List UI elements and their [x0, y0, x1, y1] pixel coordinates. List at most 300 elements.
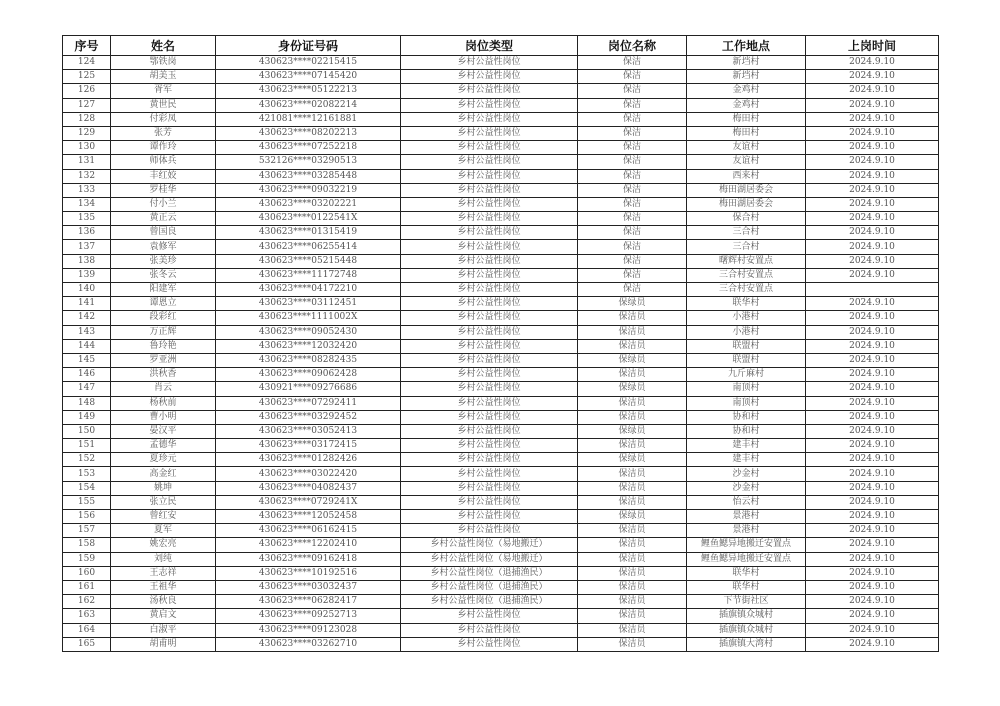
- cell-start-date: 2024.9.10: [806, 226, 939, 240]
- cell-name: 曾红安: [111, 510, 216, 524]
- table-row: [63, 98, 939, 112]
- cell-start-date: 2024.9.10: [806, 254, 939, 268]
- cell-name: 胡甫明: [111, 637, 216, 651]
- cell-id-number: 430623****03202221: [216, 197, 401, 211]
- cell-post-name: 保洁: [578, 56, 687, 70]
- cell-id-number: 430623****05122213: [216, 84, 401, 98]
- cell-start-date: 2024.9.10: [806, 467, 939, 481]
- cell-work-location: 联盟村: [687, 339, 806, 353]
- cell-name: 鄂铁岗: [111, 56, 216, 70]
- cell-post-name: 保绿员: [578, 297, 687, 311]
- table-row: [63, 580, 939, 594]
- table-row: [63, 623, 939, 637]
- cell-name: 张美珍: [111, 254, 216, 268]
- cell-id-number: 430623****06282417: [216, 595, 401, 609]
- cell-post-name: 保洁: [578, 70, 687, 84]
- cell-work-location: 南顶村: [687, 382, 806, 396]
- cell-work-location: 联华村: [687, 297, 806, 311]
- cell-post-type: 乡村公益性岗位: [401, 268, 578, 282]
- cell-id-number: 430623****02082214: [216, 98, 401, 112]
- cell-seq: 165: [63, 637, 111, 651]
- cell-post-name: 保洁员: [578, 325, 687, 339]
- cell-start-date: 2024.9.10: [806, 481, 939, 495]
- cell-seq: 140: [63, 283, 111, 297]
- cell-post-type: 乡村公益性岗位: [401, 609, 578, 623]
- cell-post-name: 保洁员: [578, 410, 687, 424]
- cell-post-name: 保绿员: [578, 453, 687, 467]
- cell-start-date: 2024.9.10: [806, 453, 939, 467]
- table-row: [63, 240, 939, 254]
- table-row: [63, 495, 939, 509]
- cell-start-date: [806, 283, 939, 297]
- cell-seq: 137: [63, 240, 111, 254]
- cell-seq: 155: [63, 495, 111, 509]
- cell-post-name: 保洁: [578, 283, 687, 297]
- cell-work-location: 鲤鱼鳃异地搬迁安置点: [687, 538, 806, 552]
- cell-id-number: 430623****03172415: [216, 439, 401, 453]
- cell-start-date: 2024.9.10: [806, 268, 939, 282]
- table-row: [63, 56, 939, 70]
- cell-post-type: 乡村公益性岗位: [401, 240, 578, 254]
- cell-work-location: 三合村安置点: [687, 268, 806, 282]
- cell-start-date: 2024.9.10: [806, 84, 939, 98]
- cell-work-location: 金鸡村: [687, 98, 806, 112]
- cell-name: 黄正云: [111, 212, 216, 226]
- cell-id-number: 430623****03285448: [216, 169, 401, 183]
- cell-id-number: 430623****03022420: [216, 467, 401, 481]
- table-row: [63, 524, 939, 538]
- cell-post-name: 保洁员: [578, 396, 687, 410]
- table-row: [63, 84, 939, 98]
- table-row: [63, 254, 939, 268]
- cell-id-number: 430623****08202213: [216, 126, 401, 140]
- cell-post-type: 乡村公益性岗位: [401, 98, 578, 112]
- cell-seq: 146: [63, 368, 111, 382]
- table-row: [63, 538, 939, 552]
- cell-post-type: 乡村公益性岗位（易地搬迁）: [401, 552, 578, 566]
- cell-post-name: 保洁员: [578, 524, 687, 538]
- cell-start-date: 2024.9.10: [806, 126, 939, 140]
- cell-post-type: 乡村公益性岗位: [401, 396, 578, 410]
- cell-name: 王志祥: [111, 566, 216, 580]
- table-row: [63, 453, 939, 467]
- cell-id-number: 430623****04082437: [216, 481, 401, 495]
- cell-start-date: 2024.9.10: [806, 141, 939, 155]
- cell-work-location: 保合村: [687, 212, 806, 226]
- cell-work-location: 沙金村: [687, 467, 806, 481]
- cell-name: 段彩红: [111, 311, 216, 325]
- cell-work-location: 三合村安置点: [687, 283, 806, 297]
- cell-start-date: 2024.9.10: [806, 183, 939, 197]
- cell-id-number: 430623****12032420: [216, 339, 401, 353]
- cell-post-type: 乡村公益性岗位: [401, 155, 578, 169]
- cell-post-name: 保洁员: [578, 580, 687, 594]
- cell-seq: 157: [63, 524, 111, 538]
- cell-name: 付彩凤: [111, 112, 216, 126]
- cell-start-date: 2024.9.10: [806, 155, 939, 169]
- personnel-table: [62, 35, 939, 652]
- cell-work-location: 梅田村: [687, 126, 806, 140]
- cell-work-location: 协和村: [687, 410, 806, 424]
- cell-post-name: 保洁: [578, 98, 687, 112]
- cell-seq: 148: [63, 396, 111, 410]
- cell-work-location: 联华村: [687, 580, 806, 594]
- header-row: [63, 36, 939, 56]
- cell-post-type: 乡村公益性岗位: [401, 141, 578, 155]
- cell-post-name: 保绿员: [578, 353, 687, 367]
- cell-start-date: 2024.9.10: [806, 524, 939, 538]
- cell-start-date: 2024.9.10: [806, 637, 939, 651]
- cell-name: 付小兰: [111, 197, 216, 211]
- cell-post-type: 乡村公益性岗位: [401, 453, 578, 467]
- cell-post-name: 保洁: [578, 197, 687, 211]
- cell-work-location: 景港村: [687, 524, 806, 538]
- cell-post-name: 保绿员: [578, 382, 687, 396]
- cell-name: 谭作玲: [111, 141, 216, 155]
- cell-name: 孟德华: [111, 439, 216, 453]
- cell-name: 万正辉: [111, 325, 216, 339]
- cell-name: 胥军: [111, 84, 216, 98]
- cell-start-date: 2024.9.10: [806, 197, 939, 211]
- cell-start-date: 2024.9.10: [806, 609, 939, 623]
- cell-post-name: 保洁员: [578, 481, 687, 495]
- cell-seq: 125: [63, 70, 111, 84]
- cell-seq: 135: [63, 212, 111, 226]
- cell-work-location: 插旗镇众城村: [687, 623, 806, 637]
- cell-id-number: 430921****09276686: [216, 382, 401, 396]
- cell-start-date: 2024.9.10: [806, 396, 939, 410]
- cell-work-location: 西来村: [687, 169, 806, 183]
- cell-post-type: 乡村公益性岗位: [401, 495, 578, 509]
- cell-work-location: 新垱村: [687, 70, 806, 84]
- column-header-post-name: 岗位名称: [578, 36, 687, 56]
- cell-post-name: 保洁员: [578, 538, 687, 552]
- cell-name: 黄世民: [111, 98, 216, 112]
- cell-start-date: 2024.9.10: [806, 580, 939, 594]
- cell-start-date: 2024.9.10: [806, 368, 939, 382]
- cell-seq: 143: [63, 325, 111, 339]
- cell-name: 夏珍元: [111, 453, 216, 467]
- cell-id-number: 430623****03052413: [216, 424, 401, 438]
- cell-id-number: 430623****09123028: [216, 623, 401, 637]
- cell-post-type: 乡村公益性岗位: [401, 623, 578, 637]
- cell-post-name: 保洁员: [578, 552, 687, 566]
- cell-id-number: 430623****09052430: [216, 325, 401, 339]
- cell-start-date: 2024.9.10: [806, 424, 939, 438]
- column-header-id-number: 身份证号码: [216, 36, 401, 56]
- cell-id-number: 430623****12202410: [216, 538, 401, 552]
- cell-post-name: 保洁: [578, 155, 687, 169]
- cell-post-type: 乡村公益性岗位: [401, 254, 578, 268]
- column-header-start-date: 上岗时间: [806, 36, 939, 56]
- cell-work-location: 小港村: [687, 325, 806, 339]
- cell-name: 肖云: [111, 382, 216, 396]
- cell-name: 师体兵: [111, 155, 216, 169]
- table-row: [63, 510, 939, 524]
- cell-id-number: 430623****09032219: [216, 183, 401, 197]
- cell-start-date: 2024.9.10: [806, 382, 939, 396]
- cell-id-number: 430623****04172210: [216, 283, 401, 297]
- cell-id-number: 430623****03292452: [216, 410, 401, 424]
- cell-post-type: 乡村公益性岗位: [401, 183, 578, 197]
- cell-work-location: 怡云村: [687, 495, 806, 509]
- cell-start-date: 2024.9.10: [806, 325, 939, 339]
- cell-start-date: 2024.9.10: [806, 595, 939, 609]
- cell-name: 洪秋香: [111, 368, 216, 382]
- cell-post-name: 保洁: [578, 112, 687, 126]
- cell-name: 罗桂华: [111, 183, 216, 197]
- cell-post-name: 保洁: [578, 183, 687, 197]
- cell-seq: 129: [63, 126, 111, 140]
- cell-post-name: 保洁员: [578, 566, 687, 580]
- cell-work-location: 沙金村: [687, 481, 806, 495]
- cell-start-date: 2024.9.10: [806, 297, 939, 311]
- cell-name: 曾国良: [111, 226, 216, 240]
- table-row: [63, 183, 939, 197]
- cell-seq: 160: [63, 566, 111, 580]
- cell-work-location: 曙辉村安置点: [687, 254, 806, 268]
- cell-work-location: 鲤鱼鳃异地搬迁安置点: [687, 552, 806, 566]
- table-row: [63, 155, 939, 169]
- cell-id-number: 430623****1111002X: [216, 311, 401, 325]
- table-row: [63, 353, 939, 367]
- table-row: [63, 339, 939, 353]
- cell-post-type: 乡村公益性岗位: [401, 325, 578, 339]
- cell-post-name: 保洁: [578, 226, 687, 240]
- table-row: [63, 311, 939, 325]
- cell-post-type: 乡村公益性岗位（易地搬迁）: [401, 538, 578, 552]
- table-row: [63, 481, 939, 495]
- cell-post-type: 乡村公益性岗位: [401, 212, 578, 226]
- cell-seq: 136: [63, 226, 111, 240]
- cell-seq: 149: [63, 410, 111, 424]
- cell-seq: 142: [63, 311, 111, 325]
- cell-id-number: 430623****0729241X: [216, 495, 401, 509]
- cell-name: 丰红姣: [111, 169, 216, 183]
- cell-post-type: 乡村公益性岗位: [401, 283, 578, 297]
- cell-post-type: 乡村公益性岗位: [401, 311, 578, 325]
- column-header-post-type: 岗位类型: [401, 36, 578, 56]
- cell-id-number: 430623****01282426: [216, 453, 401, 467]
- cell-post-name: 保绿员: [578, 510, 687, 524]
- cell-name: 张冬云: [111, 268, 216, 282]
- cell-id-number: 430623****06162415: [216, 524, 401, 538]
- cell-start-date: 2024.9.10: [806, 112, 939, 126]
- cell-post-type: 乡村公益性岗位: [401, 70, 578, 84]
- table-row: [63, 126, 939, 140]
- cell-name: 黄启文: [111, 609, 216, 623]
- table-row: [63, 424, 939, 438]
- table-row: [63, 169, 939, 183]
- cell-id-number: 430623****09252713: [216, 609, 401, 623]
- cell-seq: 164: [63, 623, 111, 637]
- cell-id-number: 430623****10192516: [216, 566, 401, 580]
- cell-post-type: 乡村公益性岗位: [401, 410, 578, 424]
- cell-seq: 133: [63, 183, 111, 197]
- cell-post-name: 保洁: [578, 169, 687, 183]
- cell-post-name: 保洁: [578, 240, 687, 254]
- table-row: [63, 197, 939, 211]
- cell-post-name: 保洁员: [578, 339, 687, 353]
- table-row: [63, 595, 939, 609]
- cell-start-date: 2024.9.10: [806, 353, 939, 367]
- cell-name: 袁修军: [111, 240, 216, 254]
- cell-id-number: 532126****03290513: [216, 155, 401, 169]
- cell-post-type: 乡村公益性岗位: [401, 226, 578, 240]
- table-row: [63, 268, 939, 282]
- cell-id-number: 430623****11172748: [216, 268, 401, 282]
- cell-post-type: 乡村公益性岗位: [401, 84, 578, 98]
- cell-seq: 134: [63, 197, 111, 211]
- table-row: [63, 609, 939, 623]
- cell-post-type: 乡村公益性岗位: [401, 126, 578, 140]
- cell-seq: 156: [63, 510, 111, 524]
- cell-id-number: 430623****07145420: [216, 70, 401, 84]
- cell-post-name: 保洁: [578, 84, 687, 98]
- table-row: [63, 70, 939, 84]
- table-row: [63, 368, 939, 382]
- cell-post-type: 乡村公益性岗位: [401, 467, 578, 481]
- cell-work-location: 梅田湖居委会: [687, 197, 806, 211]
- cell-start-date: 2024.9.10: [806, 70, 939, 84]
- table-row: [63, 566, 939, 580]
- cell-seq: 163: [63, 609, 111, 623]
- cell-work-location: 友谊村: [687, 155, 806, 169]
- cell-name: 阳建军: [111, 283, 216, 297]
- cell-post-name: 保洁员: [578, 439, 687, 453]
- cell-seq: 131: [63, 155, 111, 169]
- cell-name: 曹小明: [111, 410, 216, 424]
- cell-start-date: 2024.9.10: [806, 566, 939, 580]
- cell-id-number: 430623****07292411: [216, 396, 401, 410]
- cell-name: 杨秋前: [111, 396, 216, 410]
- cell-id-number: 421081****12161881: [216, 112, 401, 126]
- cell-name: 鲁玲艳: [111, 339, 216, 353]
- cell-id-number: 430623****0122541X: [216, 212, 401, 226]
- cell-post-name: 保洁: [578, 268, 687, 282]
- cell-work-location: 南顶村: [687, 396, 806, 410]
- cell-start-date: 2024.9.10: [806, 510, 939, 524]
- cell-post-type: 乡村公益性岗位: [401, 424, 578, 438]
- cell-name: 刘纯: [111, 552, 216, 566]
- cell-post-type: 乡村公益性岗位: [401, 169, 578, 183]
- cell-start-date: 2024.9.10: [806, 98, 939, 112]
- cell-work-location: 插旗镇众城村: [687, 609, 806, 623]
- table-row: [63, 141, 939, 155]
- cell-name: 张芳: [111, 126, 216, 140]
- cell-name: 张立民: [111, 495, 216, 509]
- cell-work-location: 联盟村: [687, 353, 806, 367]
- cell-name: 罗亚洲: [111, 353, 216, 367]
- cell-work-location: 景港村: [687, 510, 806, 524]
- cell-work-location: 建丰村: [687, 439, 806, 453]
- cell-post-name: 保洁: [578, 126, 687, 140]
- cell-id-number: 430623****03112451: [216, 297, 401, 311]
- cell-name: 姚坤: [111, 481, 216, 495]
- cell-post-type: 乡村公益性岗位: [401, 382, 578, 396]
- cell-work-location: 插旗镇大湾村: [687, 637, 806, 651]
- cell-seq: 124: [63, 56, 111, 70]
- cell-name: 谭恩立: [111, 297, 216, 311]
- cell-name: 王祖华: [111, 580, 216, 594]
- cell-post-name: 保洁员: [578, 368, 687, 382]
- table-row: [63, 396, 939, 410]
- cell-name: 高金红: [111, 467, 216, 481]
- cell-seq: 152: [63, 453, 111, 467]
- cell-work-location: 建丰村: [687, 453, 806, 467]
- cell-post-type: 乡村公益性岗位: [401, 481, 578, 495]
- cell-name: 汤秋良: [111, 595, 216, 609]
- cell-seq: 130: [63, 141, 111, 155]
- table-row: [63, 112, 939, 126]
- cell-seq: 145: [63, 353, 111, 367]
- cell-work-location: 协和村: [687, 424, 806, 438]
- cell-name: 姚宏亮: [111, 538, 216, 552]
- table-row: [63, 325, 939, 339]
- cell-post-type: 乡村公益性岗位: [401, 353, 578, 367]
- cell-start-date: 2024.9.10: [806, 311, 939, 325]
- cell-id-number: 430623****03262710: [216, 637, 401, 651]
- cell-id-number: 430623****08282435: [216, 353, 401, 367]
- cell-start-date: 2024.9.10: [806, 552, 939, 566]
- cell-seq: 159: [63, 552, 111, 566]
- cell-post-type: 乡村公益性岗位: [401, 510, 578, 524]
- table-row: [63, 226, 939, 240]
- cell-start-date: 2024.9.10: [806, 623, 939, 637]
- cell-id-number: 430623****12052458: [216, 510, 401, 524]
- cell-seq: 141: [63, 297, 111, 311]
- cell-work-location: 三合村: [687, 226, 806, 240]
- table-row: [63, 283, 939, 297]
- cell-work-location: 三合村: [687, 240, 806, 254]
- cell-seq: 150: [63, 424, 111, 438]
- cell-seq: 161: [63, 580, 111, 594]
- cell-work-location: 下节街社区: [687, 595, 806, 609]
- cell-post-type: 乡村公益性岗位: [401, 637, 578, 651]
- cell-seq: 127: [63, 98, 111, 112]
- cell-work-location: 梅田湖居委会: [687, 183, 806, 197]
- cell-seq: 138: [63, 254, 111, 268]
- cell-start-date: 2024.9.10: [806, 240, 939, 254]
- cell-post-type: 乡村公益性岗位: [401, 197, 578, 211]
- table-row: [63, 552, 939, 566]
- cell-start-date: 2024.9.10: [806, 495, 939, 509]
- column-header-name: 姓名: [111, 36, 216, 56]
- cell-post-type: 乡村公益性岗位: [401, 297, 578, 311]
- cell-post-name: 保洁: [578, 254, 687, 268]
- cell-post-type: 乡村公益性岗位（退捕渔民）: [401, 580, 578, 594]
- cell-start-date: 2024.9.10: [806, 439, 939, 453]
- cell-name: 夏军: [111, 524, 216, 538]
- cell-post-name: 保绿员: [578, 424, 687, 438]
- table-row: [63, 439, 939, 453]
- table-row: [63, 382, 939, 396]
- cell-seq: 132: [63, 169, 111, 183]
- table-row: [63, 467, 939, 481]
- cell-work-location: 梅田村: [687, 112, 806, 126]
- cell-seq: 147: [63, 382, 111, 396]
- cell-start-date: 2024.9.10: [806, 169, 939, 183]
- cell-work-location: 联华村: [687, 566, 806, 580]
- cell-start-date: 2024.9.10: [806, 339, 939, 353]
- cell-work-location: 金鸡村: [687, 84, 806, 98]
- cell-seq: 158: [63, 538, 111, 552]
- cell-post-type: 乡村公益性岗位: [401, 368, 578, 382]
- cell-start-date: 2024.9.10: [806, 410, 939, 424]
- table-row: [63, 410, 939, 424]
- cell-post-type: 乡村公益性岗位: [401, 56, 578, 70]
- cell-post-type: 乡村公益性岗位: [401, 112, 578, 126]
